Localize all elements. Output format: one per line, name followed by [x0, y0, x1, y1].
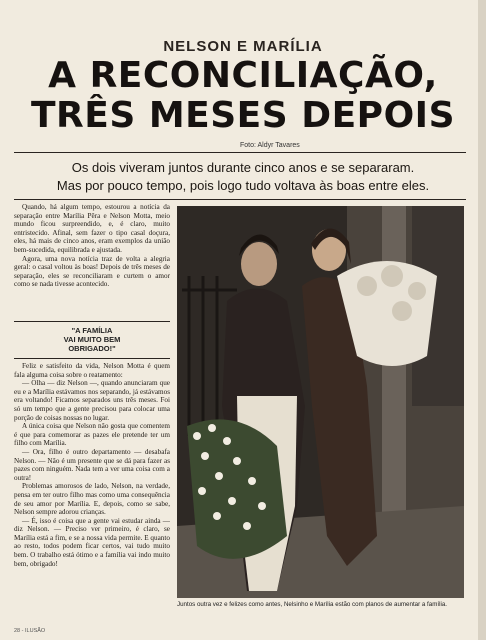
couple-photo [177, 206, 464, 598]
page-spine-edge [478, 0, 486, 640]
headline-line-1: A RECONCILIAÇÃO, [48, 55, 438, 96]
divider-deck [14, 199, 466, 200]
headline-line-2: TRÊS MESES DEPOIS [30, 95, 455, 136]
paragraph: — Ora, filho é outro departamento — desabafa Nelson. — Não é um presente que se dá para fazer as pazes com ninguém. Nada tem a ver uma coisa com a outra! [14, 447, 170, 482]
divider-top [14, 152, 466, 153]
photo-credit: Foto: Aldyr Tavares [240, 142, 300, 149]
body-column-top [14, 203, 170, 319]
subhead [14, 326, 170, 353]
paragraph: Feliz e satisfeito da vida, Nelson Motta é quem fala alguma coisa sobre o reatamento: [14, 362, 170, 379]
paragraph: Agora, uma nova notícia traz de volta a alegria geral: o casal voltou às boas! Depois de três meses de separação, eles se reconciliaram e curtem o amor como se nada tivesse acontecido. [14, 254, 170, 289]
divider-subhead [14, 321, 170, 322]
paragraph: Quando, há algum tempo, estourou a notícia da separação entre Marília Pêra e Nelson Motta, meio mundo ficou surpreendido, e, é claro, muito entristecido. Afinal, sem fazer o tipo casal doçura, eles, há mais de cinco anos, eram exemplos da união bem-sucedida, equilibrada e ajustada. [14, 203, 170, 254]
kicker: NELSON E MARÍLIA [163, 38, 323, 55]
photo-caption: Juntos outra vez e felizes como antes, Nelsinho e Marília estão com planos de aumentar a família. [177, 601, 447, 608]
body-column-bottom [14, 362, 170, 620]
subhead-line-2: VAI MUITO BEM [63, 335, 121, 344]
paragraph: A única coisa que Nelson não gosta que comentem é que para comemorar as pazes ele pretende ter um filho com Marília. [14, 422, 170, 448]
deck [20, 159, 466, 195]
couple-photo-illustration [177, 206, 464, 598]
paragraph: — Olha — diz Nelson —, quando anunciaram que eu e a Marília estávamos nos separando, já estávamos era voltando! Ficamos separados uns três meses. Foi só um tempo que a gente precisou para colocar uma porção de coisas nossas no lugar. [14, 379, 170, 422]
deck-line-2: Mas por pouco tempo, pois logo tudo voltava às boas entre eles. [56, 178, 430, 193]
subhead-line-1: "A FAMÍLIA [71, 326, 113, 335]
paragraph: — É, isso é coisa que a gente vai estudar ainda — diz Nelson. — Preciso ver primeiro, é claro, se Marília está a fim, e se a nossa vida permite. E quanto ao resto, todos podem ficar certos, vai tudo muito bem. O trabalho está ótimo e a família vai indo muito bem, obrigado! [14, 516, 170, 568]
paragraph: Problemas amorosos de lado, Nelson, na verdade, pensa em ter outro filho mas como uma consequência de seu amor por Marília. E, depois, como se sabe, Nelson sempre adorou crianças. [14, 482, 170, 517]
subhead-line-3: OBRIGADO!" [68, 344, 116, 353]
page-folio: 28 - ILUSÃO [14, 628, 46, 634]
divider-subhead-bottom [14, 358, 170, 359]
deck-line-1: Os dois viveram juntos durante cinco anos e se separaram. [71, 160, 415, 175]
